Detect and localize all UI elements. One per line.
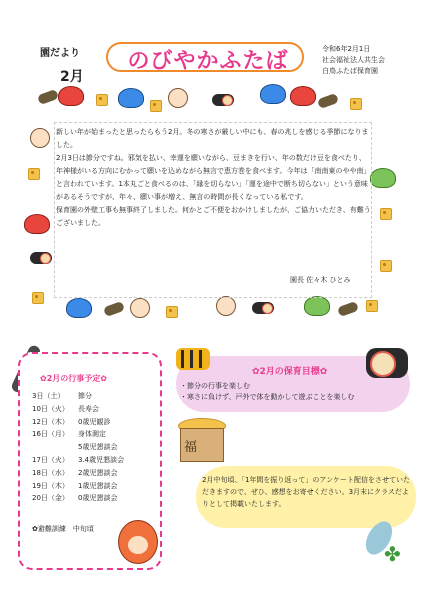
event-date: 16日（月） [32,430,69,439]
issue-date: 令和6年2月1日 [322,45,371,53]
event-list [32,390,124,505]
event-name: 0歳児観診 [78,417,111,426]
child-face-icon [216,296,236,316]
goal-item: ・節分の行事を楽しむ [180,382,250,390]
evacuation-drill-note: ✿避難訓練 中旬頃 [32,525,94,533]
goals-title: ✿2月の保育目標✿ [252,367,328,377]
bean-box-illustration [176,418,228,464]
event-name: 1歳児懇談会 [78,481,118,490]
principal-letter [56,126,372,230]
event-date: 10日（火） [32,404,69,413]
event-row [32,416,124,429]
ehomaki-icon [30,252,52,264]
bean-icon [380,260,392,272]
letter-paragraph: 新しい年が始まったと思ったらもう2月。冬の寒さが厳しい中にも、春の兆しを感じる季節になりました。 [56,128,369,149]
event-row [32,454,124,467]
bean-icon [350,98,362,110]
blue-oni-icon [260,84,286,104]
club-icon [37,89,59,105]
event-name: 身体測定 [78,430,106,439]
event-date: 3日（土） [32,392,65,400]
event-date: 18日（水） [32,468,69,477]
event-name: 長寿会 [78,404,99,413]
event-row [32,467,124,480]
holly-icon: ✤ [384,542,401,566]
principal-signature: 園長 佐々木 ひとみ [290,276,351,284]
ehomaki-roll-icon [366,348,408,378]
ehomaki-icon [252,302,274,314]
bean-icon [166,306,178,318]
school-name: 白鳥ふたば保育園 [322,67,378,75]
event-name: 5歳児懇談会 [78,443,118,452]
club-icon [317,93,339,109]
event-date [32,441,78,454]
red-oni-icon [58,86,84,106]
bean-icon [96,94,108,106]
blue-oni-icon [118,88,144,108]
event-date: 20日（金） [32,494,69,503]
blue-oni-icon [66,298,92,318]
ehomaki-icon [212,94,234,106]
event-row [32,403,124,416]
newsletter-title: のびやかふたば [127,49,289,74]
event-date: 17日（火） [32,455,69,464]
newsletter-label: 園だより [40,48,80,59]
bean-icon [150,100,162,112]
month-label: 2月 [60,69,84,85]
fuku-character: 福 [184,440,198,455]
child-face-icon [130,298,150,318]
green-oni-icon [304,296,330,316]
event-schedule-title: ✿2月の行事予定✿ [40,374,107,383]
organization-name: 社会福祉法人共生会 [322,56,385,64]
tiger-pants-icon [176,348,210,370]
survey-notice: 2月中旬頃、「1年間を振り返って」のアンケート配信をさせていただきますので、ぜひ、感想をお寄せください。3月末にクラスだよりとして掲載いたします。 [202,476,410,508]
goals-list [180,381,354,403]
letter-paragraph: 2月3日は節分ですね。邪気を払い、幸運を願いながら、豆まきを行い、年の数だけ豆を食べたり、年神様がいる方向にむかって願いを込めながら無言で恵方巻を食べます。今年は「南南東のやや南」と言われています。1本丸ごと食べるのは、「縁を切らない」「運を途中で断ち切らない」という意味があるそうですが、年々、願い事が増え、無言の時間が長くなっている私です。 [56,154,371,201]
red-oni-icon [24,214,50,234]
event-name: 2歳児懇談会 [78,468,118,477]
event-row [32,480,124,493]
bean-icon [366,300,378,312]
red-oni-icon [290,86,316,106]
event-name: 3.4歳児懇談会 [78,455,125,464]
event-row [32,428,124,441]
club-icon [337,301,359,317]
event-name: 0歳児懇談会 [78,494,118,503]
bean-icon [380,208,392,220]
bean-icon [28,168,40,180]
event-row [32,390,124,403]
event-row [32,492,124,505]
bean-icon [32,292,44,304]
letter-paragraph: 保育園の外壁工事も無事終了しました。何かとご不便をおかけしましたが、ご協力いただき、有難うございました。 [56,206,371,227]
child-face-icon [168,88,188,108]
event-row [32,441,124,454]
child-face-icon [128,536,148,554]
event-date: 12日（木） [32,417,69,426]
event-date: 19日（木） [32,481,69,490]
child-face-icon [30,128,50,148]
green-oni-icon [370,168,396,188]
club-icon [103,301,125,317]
event-name: 節分 [78,392,92,400]
goal-item: ・寒さに負けず、戸外で体を動かして遊ぶことを楽しむ [180,393,355,401]
issue-info [322,44,385,77]
